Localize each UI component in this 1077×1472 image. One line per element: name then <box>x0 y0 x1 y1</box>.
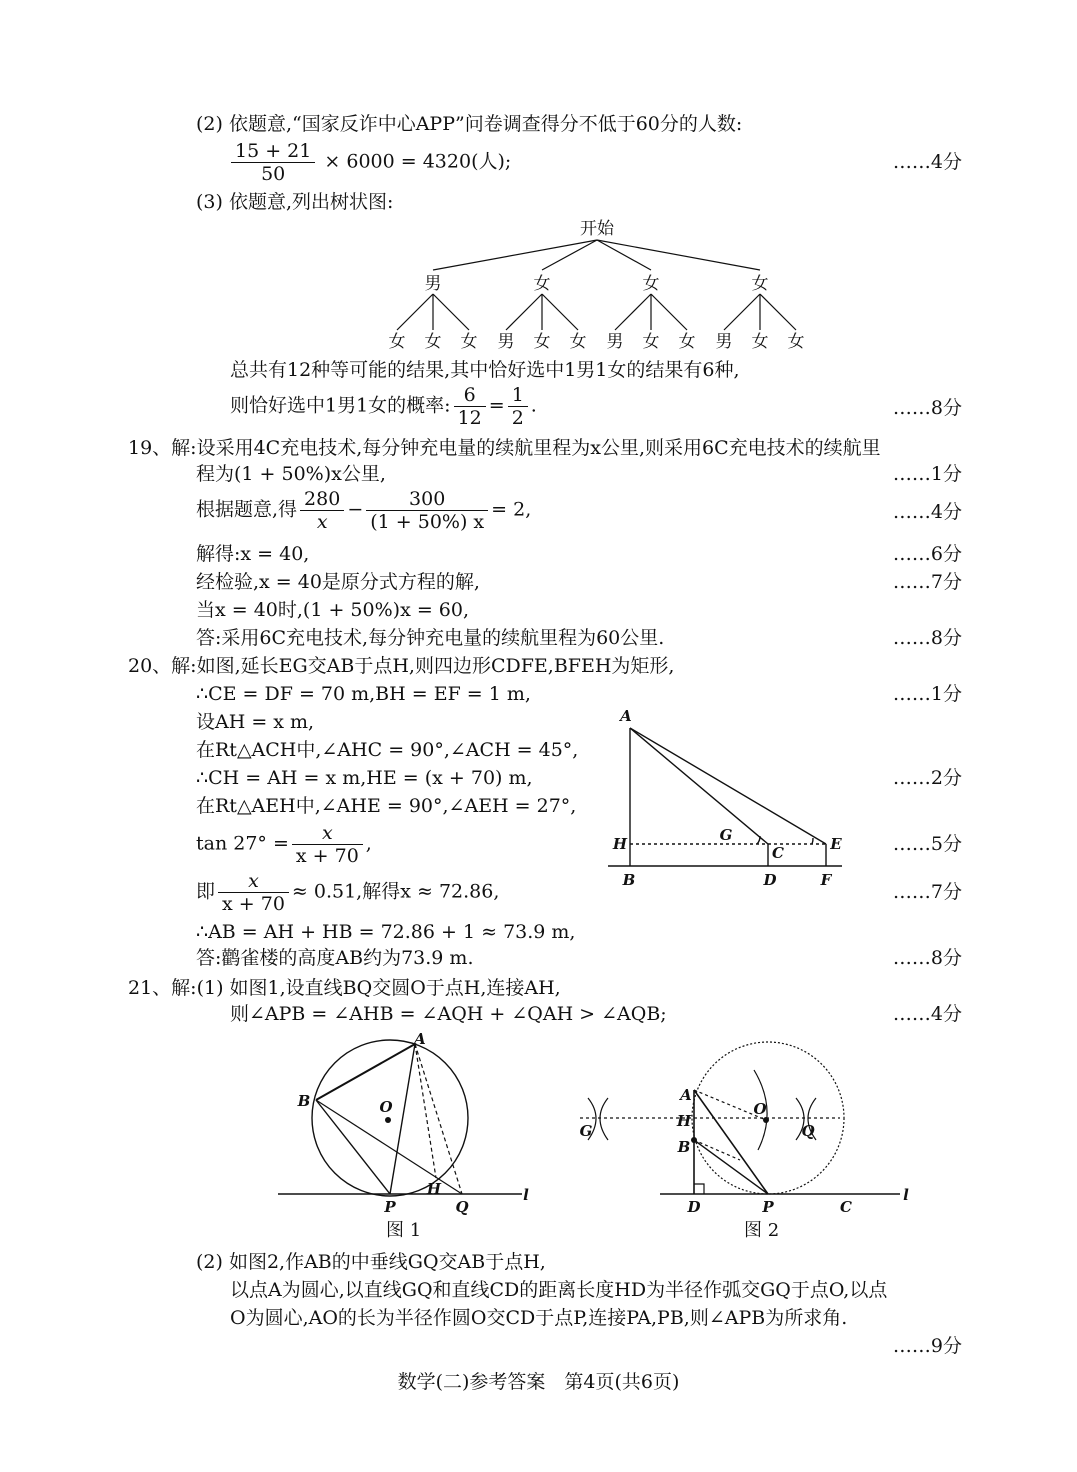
q19-line2-score: ……1分 <box>892 463 962 485</box>
q21-part2-line1: (2) 如图2,作AB的中垂线GQ交AB于点H, <box>196 1251 546 1273</box>
q19-line2: 程为(1 + 50%)x公里, <box>196 463 386 485</box>
q20-line5: ∴CH = AH = x m,HE = (x + 70) m, <box>196 767 533 789</box>
q21-fig2-label-h: H <box>676 1112 692 1130</box>
fraction-numerator: 1 <box>508 384 528 407</box>
q21-fig1-label-o: O <box>379 1098 393 1116</box>
q20-ji-score: ……7分 <box>892 881 962 903</box>
tree-leaf: 女 <box>460 332 478 352</box>
q18-part2-intro: (2) 依题意,“国家反诈中心APP”问卷调查得分不低于60分的人数: <box>196 113 743 135</box>
fraction-denominator: x <box>316 511 328 533</box>
q21-fig1-label-h: H <box>426 1180 442 1198</box>
q18-fraction-numerator: 15 + 21 <box>231 140 315 163</box>
q20-label-a: A <box>620 707 632 725</box>
tree-root: 开始 <box>580 219 614 239</box>
tree-leaf: 女 <box>388 332 406 352</box>
fraction-numerator: 280 <box>300 488 344 511</box>
fraction-denominator: 2 <box>511 407 524 429</box>
fraction-numerator: 6 <box>454 384 486 407</box>
fraction-numerator: 300 <box>366 488 488 511</box>
q21-fig1-label-b: B <box>297 1092 311 1110</box>
tree-leaf: 女 <box>533 332 551 352</box>
fraction-denominator: (1 + 50%) x <box>370 511 485 533</box>
q20-label-g: G <box>719 826 733 844</box>
q20-label-c: C <box>772 844 784 862</box>
q19-check-score: ……7分 <box>892 571 962 593</box>
q19-solve: 解得:x = 40, <box>196 543 310 565</box>
q20-label-f: F <box>820 871 832 889</box>
tree-leaf: 男 <box>497 332 515 352</box>
tree-leaf: 女 <box>678 332 696 352</box>
q21-fig1-label-l: l <box>523 1186 529 1204</box>
q20-label-b: B <box>622 871 636 889</box>
q21-fig2-label-q: Q <box>801 1122 815 1140</box>
q20-line3: 设AH = x m, <box>196 711 315 733</box>
q19-check: 经检验,x = 40是原分式方程的解, <box>196 571 480 593</box>
q21-fig2-label-c: C <box>840 1198 852 1216</box>
q18-part3-intro: (3) 依题意,列出树状图: <box>196 191 394 213</box>
q20-line2: ∴CE = DF = 70 m,BH = EF = 1 m, <box>196 683 531 705</box>
q21-figure-2-lines <box>580 1042 900 1194</box>
tree-leaf: 女 <box>569 332 587 352</box>
tree-level1-node: 男 <box>424 274 442 294</box>
q19-answer-score: ……8分 <box>892 627 962 649</box>
tree-leaf: 女 <box>787 332 805 352</box>
q21-figure-1-caption: 图 1 <box>386 1220 422 1241</box>
q18-part2-result: × 6000 = 4320(人); <box>324 150 512 173</box>
q20-answer-score: ……8分 <box>892 947 962 969</box>
q18-probability-score: ……8分 <box>892 397 962 419</box>
tree-leaf: 女 <box>751 332 769 352</box>
fraction-denominator: 12 <box>457 407 482 429</box>
q21-fig2-label-g: G <box>579 1122 593 1140</box>
fraction-numerator: x <box>292 822 363 845</box>
q21-fig2-label-p: P <box>762 1198 774 1216</box>
page-footer: 数学(二)参考答案 第4页(共6页) <box>397 1371 680 1393</box>
q20-tan-prefix: tan 27° = <box>196 832 289 855</box>
period: . <box>530 394 537 417</box>
q21-line1: 21、解:(1) 如图1,设直线BQ交圆O于点H,连接AH, <box>128 977 561 999</box>
tree-leaf: 女 <box>642 332 660 352</box>
q21-line2-score: ……4分 <box>892 1003 962 1025</box>
fraction-denominator: x + 70 <box>222 893 285 915</box>
q21-fig1-label-q: Q <box>455 1198 469 1216</box>
q20-label-h: H <box>612 835 628 853</box>
q19-equation-rhs: = 2, <box>491 498 532 521</box>
q19-equation-score: ……4分 <box>892 501 962 523</box>
q19-line1: 19、解:设采用4C充电技术,每分钟充电量的续航里程为x公里,则采用6C充电技术的续航里 <box>128 437 881 459</box>
q21-fig2-label-l: l <box>903 1186 909 1204</box>
q18-part2-score: ……4分 <box>892 151 962 173</box>
tree-level1-node: 女 <box>533 274 551 294</box>
tree-level1-node: 女 <box>642 274 660 294</box>
comma: , <box>365 832 372 855</box>
fraction-denominator: x + 70 <box>295 845 359 867</box>
q20-label-d: D <box>763 871 777 889</box>
q20-line4: 在Rt△ACH中,∠AHC = 90°,∠ACH = 45°, <box>196 739 579 761</box>
q21-part2-line2: 以点A为圆心,以直线GQ和直线CD的距离长度HD为半径作弧交GQ于点O,以点 <box>230 1279 888 1301</box>
q21-fig2-point-b <box>691 1137 697 1143</box>
q18-fraction-denominator: 50 <box>261 163 286 185</box>
equals-sign: = <box>488 394 505 417</box>
q21-figure-2-caption: 图 2 <box>744 1220 780 1241</box>
q19-equation-prefix: 根据题意,得 <box>196 498 298 521</box>
q19-solve-score: ……6分 <box>892 543 962 565</box>
q20-ji-rest: ≈ 0.51,解得x ≈ 72.86, <box>291 880 500 903</box>
tree-leaf: 男 <box>715 332 733 352</box>
q21-part2-score: ……9分 <box>892 1335 962 1357</box>
q21-fig2-label-a: A <box>680 1086 692 1104</box>
q21-line2: 则∠APB = ∠AHB = ∠AQH + ∠QAH > ∠AQB; <box>230 1003 667 1025</box>
q20-label-e: E <box>830 835 842 853</box>
q20-ab: ∴AB = AH + HB = 72.86 + 1 ≈ 73.9 m, <box>196 921 576 943</box>
q19-answer: 答:采用6C充电技术,每分钟充电量的续航里程为60公里. <box>196 627 665 649</box>
q18-total-outcomes: 总共有12种等可能的结果,其中恰好选中1男1女的结果有6种, <box>230 359 740 381</box>
q21-fig2-label-b: B <box>677 1138 691 1156</box>
q21-fig2-label-d: D <box>687 1198 701 1216</box>
tree-leaf: 男 <box>606 332 624 352</box>
q20-line2-score: ……1分 <box>892 683 962 705</box>
q20-ji-prefix: 即 <box>196 880 216 903</box>
fraction-numerator: x <box>218 870 289 893</box>
q20-line6: 在Rt△AEH中,∠AHE = 90°,∠AEH = 27°, <box>196 795 577 817</box>
q18-probability-prefix: 则恰好选中1男1女的概率: <box>230 394 451 417</box>
tree-level1-node: 女 <box>751 274 769 294</box>
q20-answer: 答:鹳雀楼的高度AB约为73.9 m. <box>196 947 474 969</box>
q21-part2-line3: O为圆心,AO的长为半径作圆O交CD于点P,连接PA,PB,则∠APB为所求角. <box>230 1307 848 1329</box>
q20-tan-score: ……5分 <box>892 833 962 855</box>
q20-line5-score: ……2分 <box>892 767 962 789</box>
q20-line1: 20、解:如图,延长EG交AB于点H,则四边形CDFE,BFEH为矩形, <box>128 655 675 677</box>
q21-fig2-label-o: O <box>753 1100 767 1118</box>
minus-sign: − <box>347 498 364 521</box>
q21-fig1-label-p: P <box>384 1198 396 1216</box>
tree-leaf: 女 <box>424 332 442 352</box>
q21-fig1-label-a: A <box>414 1030 426 1048</box>
q19-when: 当x = 40时,(1 + 50%)x = 60, <box>196 599 470 621</box>
